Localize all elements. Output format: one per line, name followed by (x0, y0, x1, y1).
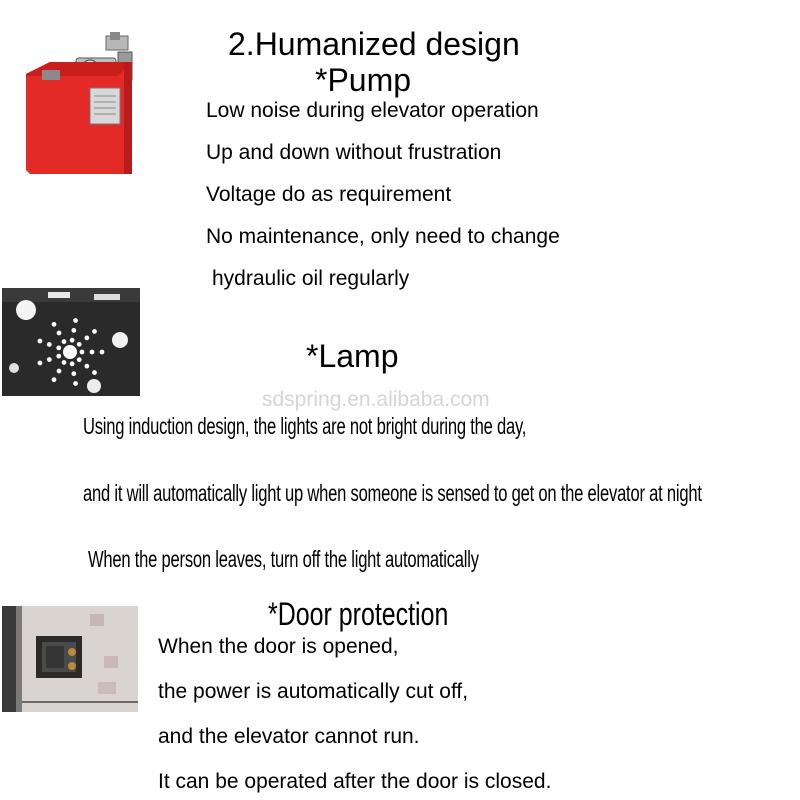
ceiling-lamp-image (2, 288, 140, 396)
lamp-section-title: *Lamp (306, 338, 399, 374)
watermark: sdspring.en.alibaba.com (262, 388, 490, 411)
pump-line: Low noise during elevator operation (206, 99, 539, 122)
door-line: When the door is opened, (158, 635, 399, 658)
door-section-title: *Door protection (268, 596, 449, 632)
lamp-line: When the person leaves, turn off the light automatically (88, 546, 479, 572)
page-title: 2.Humanized design (228, 26, 520, 62)
lamp-line: and it will automatically light up when someone is sensed to get on the elevator at night (83, 480, 702, 506)
door-line: and the elevator cannot run. (158, 725, 420, 748)
lamp-line: Using induction design, the lights are not bright during the day, (83, 413, 527, 439)
pump-image (20, 32, 138, 178)
pump-section-title: *Pump (315, 62, 412, 98)
pump-line: Voltage do as requirement (206, 183, 452, 206)
door-line: the power is automatically cut off, (158, 680, 469, 703)
door-line: It can be operated after the door is closed. (158, 770, 552, 793)
pump-line: No maintenance, only need to change (206, 225, 560, 248)
pump-line: Up and down without frustration (206, 141, 502, 164)
pump-line: hydraulic oil regularly (212, 267, 410, 290)
door-switch-image (2, 606, 138, 712)
